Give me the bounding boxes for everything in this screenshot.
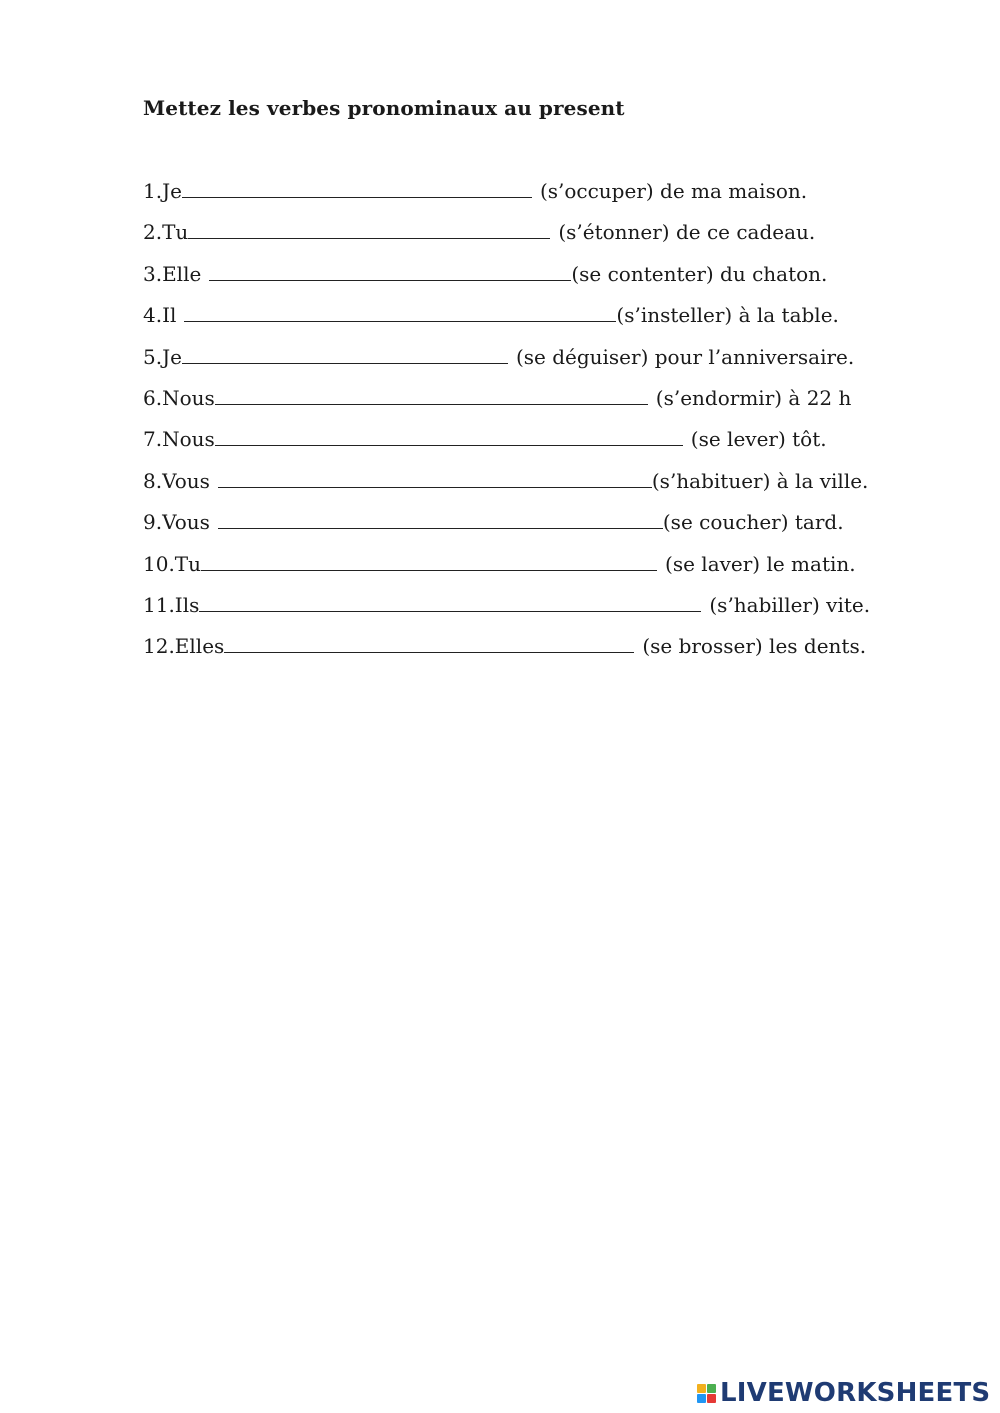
exercise-item-3 xyxy=(143,259,870,300)
liveworksheets-logo xyxy=(697,1375,990,1411)
item-prefix: 4.Il xyxy=(143,303,177,328)
item-suffix: (se laver) le matin. xyxy=(665,551,856,576)
exercise-item-12 xyxy=(143,631,870,672)
answer-blank[interactable] xyxy=(224,631,634,653)
worksheet-title: Mettez les verbes pronominaux au present xyxy=(143,96,625,120)
answer-blank[interactable] xyxy=(215,424,683,446)
exercise-item-6 xyxy=(143,383,870,424)
answer-blank[interactable] xyxy=(218,507,663,529)
exercise-item-11 xyxy=(143,590,870,631)
item-suffix: (s’habiller) vite. xyxy=(709,592,871,617)
exercise-item-10 xyxy=(143,549,870,590)
item-suffix: (se brosser) les dents. xyxy=(642,634,867,659)
logo-text: LIVEWORKSHEETS xyxy=(720,1378,991,1408)
item-prefix: 11.Ils xyxy=(143,592,200,617)
item-prefix: 12.Elles xyxy=(143,634,225,659)
mark-square xyxy=(707,1394,716,1403)
item-prefix: 3.Elle xyxy=(143,261,202,286)
answer-blank[interactable] xyxy=(218,466,652,488)
item-suffix: (s’habituer) à la ville. xyxy=(651,468,869,493)
item-prefix: 5.Je xyxy=(143,344,182,369)
mark-square xyxy=(697,1384,706,1393)
exercise-item-8 xyxy=(143,466,870,507)
item-prefix: 7.Nous xyxy=(143,427,215,452)
exercise-item-2 xyxy=(143,217,870,258)
item-suffix: (s’étonner) de ce cadeau. xyxy=(558,220,816,245)
item-prefix: 8.Vous xyxy=(143,468,210,493)
exercise-list xyxy=(143,176,870,673)
item-suffix: (se lever) tôt. xyxy=(690,427,827,452)
answer-blank[interactable] xyxy=(188,217,550,239)
mark-square xyxy=(707,1384,716,1393)
item-suffix: (se contenter) du chaton. xyxy=(571,261,828,286)
answer-blank[interactable] xyxy=(209,259,571,281)
exercise-item-1 xyxy=(143,176,870,217)
exercise-item-7 xyxy=(143,424,870,465)
item-prefix: 2.Tu xyxy=(143,220,189,245)
answer-blank[interactable] xyxy=(199,590,701,612)
answer-blank[interactable] xyxy=(184,300,616,322)
item-prefix: 1.Je xyxy=(143,179,182,203)
answer-blank[interactable] xyxy=(201,549,657,571)
item-prefix: 9.Vous xyxy=(143,510,210,535)
answer-blank[interactable] xyxy=(182,176,532,198)
exercise-item-9 xyxy=(143,507,870,548)
item-suffix: (s’occuper) de ma maison. xyxy=(539,179,808,203)
item-suffix: (se déguiser) pour l’anniversaire. xyxy=(515,344,855,369)
item-suffix: (s’insteller) à la table. xyxy=(616,303,839,328)
answer-blank[interactable] xyxy=(215,383,648,405)
mark-square xyxy=(697,1394,706,1403)
exercise-item-5 xyxy=(143,342,870,383)
liveworksheets-mark-icon xyxy=(697,1384,716,1403)
item-suffix: (s’endormir) à 22 h xyxy=(655,385,852,410)
exercise-item-4 xyxy=(143,300,870,341)
item-prefix: 6.Nous xyxy=(143,385,215,410)
answer-blank[interactable] xyxy=(182,342,508,364)
item-prefix: 10.Tu xyxy=(143,551,202,576)
item-suffix: (se coucher) tard. xyxy=(662,510,844,535)
